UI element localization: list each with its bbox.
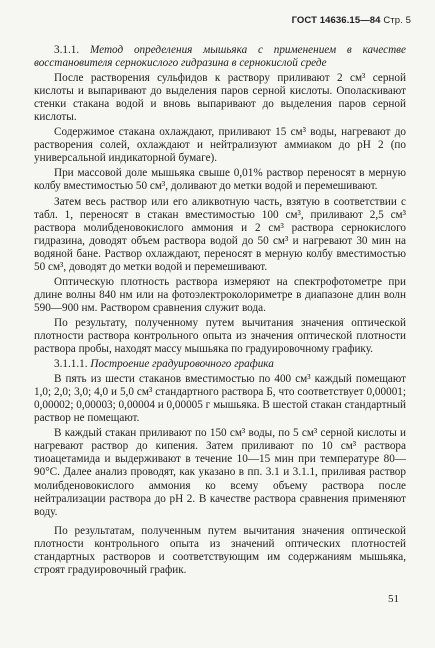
page-label: Стр. 5 xyxy=(383,15,411,26)
page-header xyxy=(292,15,411,26)
section-3-1-1-heading xyxy=(34,44,406,70)
body-text xyxy=(34,44,406,579)
standard-number: ГОСТ 14636.15—84 xyxy=(291,15,381,26)
section-title: Построение градуировочного графика xyxy=(90,358,274,371)
page-number: 51 xyxy=(388,593,399,605)
paragraph: Оптическую плотность раствора измеряют на спектрофотометре при длине волны 840 нм или на фотоэлектроколориметре в диапазоне длин волн 590—900 нм. Раствором сравнения служит вода. xyxy=(34,275,406,314)
paragraph: По результатам, полученным путем вычитания значения оптической плотности контрольного опыта из значений оптических плотностей стандартных растворов и соответствующим им содержаниям мышьяка, строят градуировочный график. xyxy=(34,524,406,576)
paragraph: По результату, полученному путем вычитания значения оптической плотности раствора контрольного опыта из значения оптической плотности раствора пробы, находят массу мышьяка по градуировочному графику. xyxy=(34,316,406,356)
paragraph: После растворения сульфидов к раствору приливают 2 см³ серной кислоты и выпаривают до выделения паров серной кислоты. Ополаскивают стенки стакана водой и вновь выпаривают до выделения паров серной кислоты. xyxy=(34,72,406,124)
paragraph: В пять из шести стаканов вместимостью по 400 см³ каждый помещают 1,0; 2,0; 3,0; 4,0 и 5,0 см³ стандартного раствора Б, что соответствует 0,00001; 0,00002; 0,00003; 0,00004 и 0,00005 г мышьяка. В шестой стакан стандартный раствор не помещают. xyxy=(34,373,406,425)
section-number: 3.1.1.1. xyxy=(54,358,88,371)
section-title: Метод определения мышьяка с применением в качестве восстановителя сернокислого гидразина в сернокислой среде xyxy=(34,44,407,70)
section-number: 3.1.1. xyxy=(54,44,80,56)
paragraph: При массовой доле мышьяка свыше 0,01% раствор переносят в мерную колбу вместимостью 50 см³, доливают до метки водой и перемешивают. xyxy=(34,167,406,193)
section-3-1-1-1-heading xyxy=(34,358,406,371)
paragraph: Содержимое стакана охлаждают, приливают 15 см³ воды, нагревают до растворения солей, охлаждают и нейтрализуют аммиаком до рН 2 (по универсальной индикаторной бумаге). xyxy=(34,126,406,165)
paragraph: Затем весь раствор или его аликвотную часть, взятую в соответствии с табл. 1, переносят в стакан вместимостью 100 см³, приливают 2,5 см³ раствора молибденовокислого аммония и 2 см³ раствора сернокислого гидразина, доводят объем раствора водой до 50 см³ и нагревают 30 мин на водяной бане. Раствор охлаждают, переносят в мерную колбу вместимостью 50 см³, доводят до метки водой и перемешивают. xyxy=(34,195,406,273)
paragraph: В каждый стакан приливают по 150 см³ воды, по 5 см³ серной кислоты и нагревают раствор до кипения. Затем приливают по 10 см³ раствора тиоацетамида и выдерживают в течение 10—15 мин при температуре 80—90°С. Далее анализ проводят, как указано в пп. 3.1 и 3.1.1, приливая раствор молибденовокислого аммония ко всему объему раствора после нейтрализации раствора до рН 2. В качестве раствора сравнения применяют воду. xyxy=(34,427,406,518)
